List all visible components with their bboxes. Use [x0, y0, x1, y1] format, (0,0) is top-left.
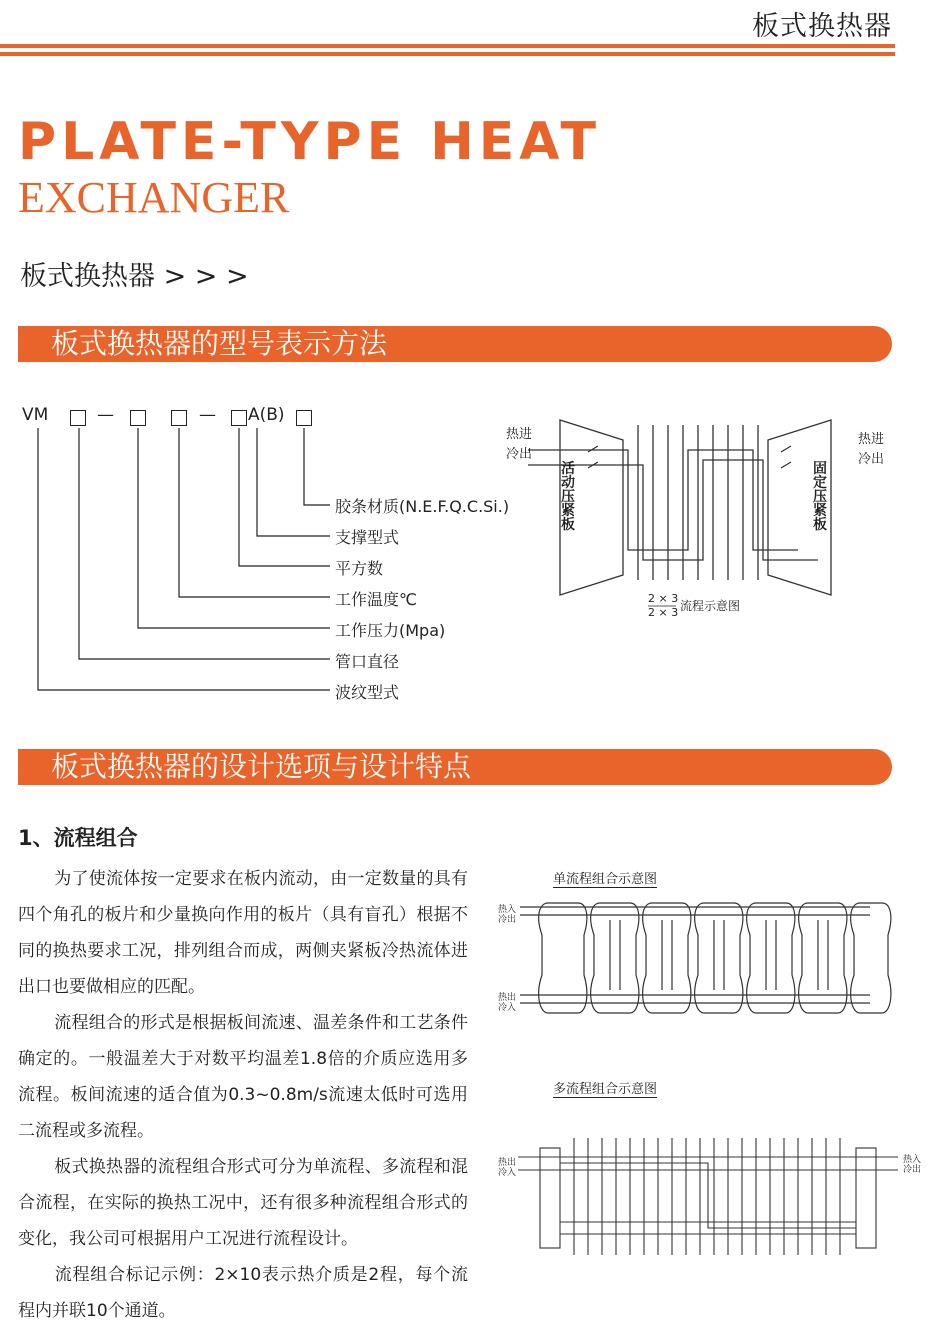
multi-flow-right: 热入 冷出 [903, 1155, 922, 1175]
multi-flow-diagram [518, 1130, 900, 1260]
paragraph-2: 流程组合的形式是根据板间流速、温差条件和工艺条件确定的。一般温差大于对数平均温差1.8倍的介质应选用多流程。板间流速的适合值为0.3~0.8m/s流速太低时可选用二流程或多流程。 [18, 1013, 468, 1141]
code-label-6: 波纹型式 [335, 683, 400, 702]
model-code-prefix: VM [22, 405, 49, 425]
paragraph-3: 板式换热器的流程组合形式可分为单流程、多流程和混合流程，在实际的换热工况中，还有很多种流程组合形式的变化，我公司可根据用户工况进行流程设计。 [18, 1157, 468, 1249]
single-flow-left-top: 热入 冷出 [498, 905, 517, 925]
hero-title-line2: EXCHANGER [18, 173, 290, 222]
paragraph-4: 流程组合标记示例：2×10表示热介质是2程，每个流程内并联10个通道。 [18, 1265, 468, 1321]
flow-fraction-top: 2 × 3 [648, 592, 679, 605]
single-flow-diagram [520, 895, 900, 1025]
code-label-4: 工作压力(Mpa) [335, 621, 446, 640]
flow-cold-out-right: 冷出 [858, 452, 885, 467]
hero-subtitle: 板式换热器 > > > [20, 261, 249, 292]
flow-fraction-bottom: 2 × 3 [648, 606, 679, 619]
flow-hot-in-right: 热进 [858, 432, 885, 447]
flow-hot-in-left: 热进 [506, 427, 533, 442]
code-label-2: 平方数 [335, 559, 384, 578]
single-flow-caption: 单流程组合示意图 [553, 868, 657, 888]
code-label-1: 支撑型式 [335, 528, 400, 547]
code-dash-1: — [97, 405, 114, 425]
code-label-5: 管口直径 [335, 652, 400, 671]
section2-banner-text: 板式换热器的设计选项与设计特点 [51, 750, 472, 783]
multi-flow-left: 热出 冷入 [498, 1158, 517, 1178]
flow-cold-out-left: 冷出 [506, 447, 533, 462]
multi-flow-caption: 多流程组合示意图 [553, 1078, 657, 1098]
section2-heading: 1、流程组合 [18, 826, 138, 850]
header-title: 板式换热器 [752, 11, 892, 42]
single-flow-left-bottom: 热出 冷入 [498, 993, 517, 1013]
hero-title-line1: PLATE-TYPE HEAT [18, 112, 601, 172]
section1-banner-text: 板式换热器的型号表示方法 [51, 327, 388, 360]
fixed-plate-label: 固定压紧板 [813, 461, 827, 533]
code-ab: A(B) [248, 405, 285, 425]
model-code-connectors [0, 0, 500, 710]
code-label-3: 工作温度℃ [335, 590, 417, 609]
paragraph-1: 为了使流体按一定要求在板内流动，由一定数量的具有四个角孔的板片和少量换向作用的板片（具有盲孔）根据不同的换热要求工况，排列组合而成，两侧夹紧板冷热流体进出口也要做相应的匹配。 [18, 869, 468, 997]
section2-banner [18, 749, 892, 785]
code-dash-2: — [199, 405, 216, 425]
flow-diagram [498, 410, 898, 625]
code-label-0: 胶条材质(N.E.F.Q.C.Si.) [335, 497, 510, 516]
movable-plate-label: 活动压紧板 [561, 461, 575, 533]
flow-caption: 流程示意图 [680, 599, 741, 613]
